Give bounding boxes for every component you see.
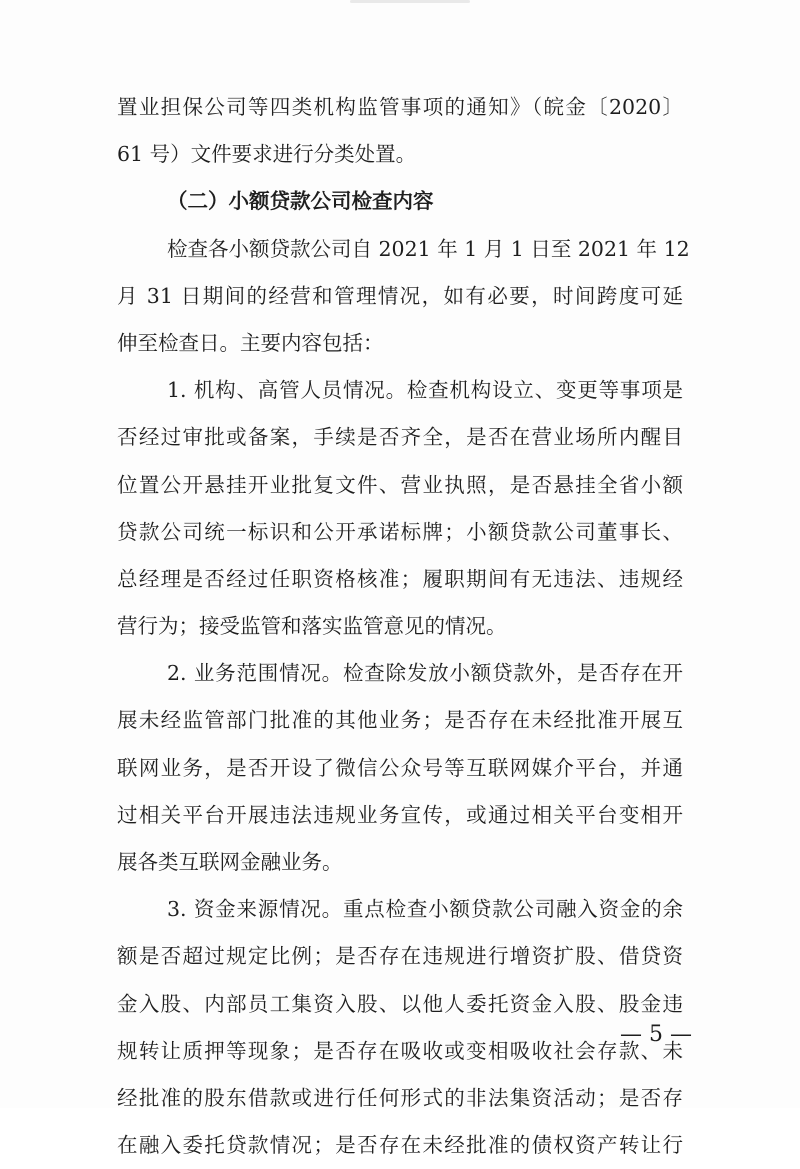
paragraph-line: 61 号）文件要求进行分类处置。 xyxy=(117,142,417,167)
paragraph-line: 展各类互联网金融业务。 xyxy=(117,850,343,874)
paragraph-line: 位置公开悬挂开业批复文件、营业执照，是否悬挂全省小额 xyxy=(117,472,683,497)
paragraph-line: 过相关平台开展违法违规业务宣传，或通过相关平台变相开 xyxy=(117,802,683,827)
paragraph-line: 总经理是否经过任职资格核准；履职期间有无违法、违规经 xyxy=(117,566,683,591)
document-body xyxy=(117,84,692,1169)
paragraph-line: 2. 业务范围情况。检查除发放小额贷款外，是否存在开 xyxy=(167,661,683,686)
paragraph-line: 置业担保公司等四类机构监管事项的通知》（皖金〔2020〕 xyxy=(117,95,683,119)
paragraph-line: 经批准的股东借款或进行任何形式的非法集资活动；是否存 xyxy=(117,1085,683,1110)
paragraph-line: 营行为；接受监管和落实监管意见的情况。 xyxy=(117,614,507,639)
paragraph-line: 金入股、内部员工集资入股、以他人委托资金入股、股金违 xyxy=(117,991,683,1016)
paragraph-line: 在融入委托贷款情况；是否存在未经批准的债权资产转让行 xyxy=(117,1133,683,1158)
paragraph-line: 联网业务，是否开设了微信公众号等互联网媒介平台，并通 xyxy=(117,755,683,780)
scan-mark xyxy=(350,0,470,3)
paragraph-line: 1. 机构、高管人员情况。检查机构设立、变更等事项是 xyxy=(167,378,683,403)
paragraph-line: 展未经监管部门批准的其他业务；是否存在未经批准开展互 xyxy=(117,708,683,733)
paragraph-line: 规转让质押等现象；是否存在吸收或变相吸收社会存款、未 xyxy=(117,1038,683,1063)
paragraph-line: 检查各小额贷款公司自 2021 年 1 月 1 日至 2021 年 12 xyxy=(167,236,690,261)
paragraph-line: 伸至检查日。主要内容包括： xyxy=(117,330,384,355)
paragraph-line: 否经过审批或备案，手续是否齐全，是否在营业场所内醒目 xyxy=(117,425,683,450)
paragraph-line: 贷款公司统一标识和公开承诺标牌；小额贷款公司董事长、 xyxy=(117,519,683,544)
paragraph-line: 额是否超过规定比例；是否存在违规进行增资扩股、借贷资 xyxy=(117,944,683,969)
paragraph-line: 月 31 日期间的经营和管理情况，如有必要，时间跨度可延 xyxy=(117,283,683,308)
page-number: — 5 — xyxy=(620,1022,692,1047)
section-heading: （二）小额贷款公司检查内容 xyxy=(167,189,434,214)
paragraph-line: 3. 资金来源情况。重点检查小额贷款公司融入资金的余 xyxy=(167,897,683,922)
